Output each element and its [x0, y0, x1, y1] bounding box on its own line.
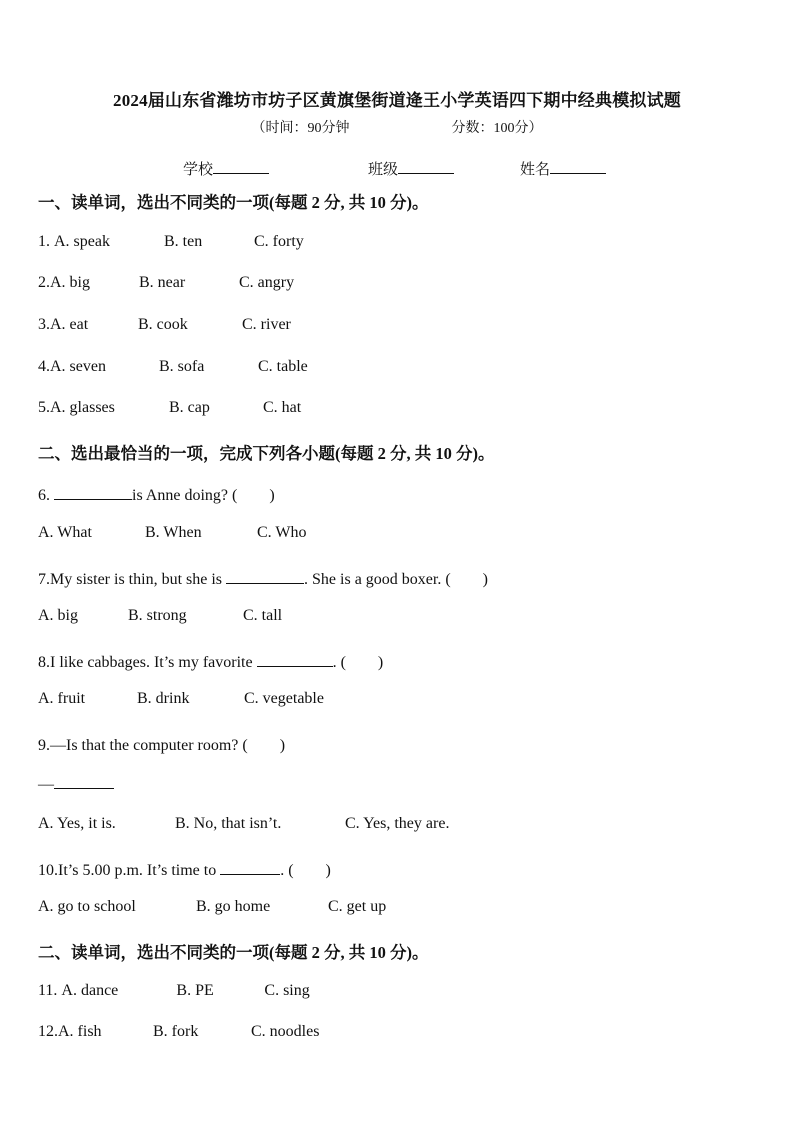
- question-number: 1.: [38, 233, 54, 250]
- answer-blank[interactable]: [257, 652, 333, 667]
- exam-score: 分数：100分）: [451, 121, 543, 136]
- name-label: 姓名: [520, 162, 551, 178]
- stem-text: 6.: [38, 487, 54, 504]
- question-9-options: [38, 815, 449, 833]
- question-4: [38, 358, 308, 376]
- option-a[interactable]: A. glasses: [50, 399, 115, 416]
- option-b[interactable]: B. cap: [169, 399, 210, 416]
- section3-heading: 二、读单词，选出不同类的一项(每题 2 分, 共 10 分)。: [38, 943, 429, 962]
- question-1: [38, 233, 304, 251]
- answer-blank[interactable]: [226, 569, 304, 584]
- answer-blank[interactable]: [220, 860, 280, 875]
- option-b[interactable]: B. cook: [138, 316, 188, 333]
- question-7-stem: [38, 566, 488, 589]
- question-5: [38, 399, 301, 417]
- class-blank[interactable]: [398, 159, 454, 174]
- exam-title: 2024届山东省潍坊市坊子区黄旗堡街道逄王小学英语四下期中经典模拟试题: [113, 91, 681, 110]
- question-9-stem: 9.—Is that the computer room? ( ): [38, 737, 286, 754]
- option-c[interactable]: C. Yes, they are.: [345, 815, 450, 832]
- answer-blank[interactable]: [54, 485, 132, 500]
- option-c[interactable]: C. noodles: [251, 1023, 320, 1040]
- option-a[interactable]: A. fish: [58, 1023, 102, 1040]
- option-c[interactable]: C. vegetable: [244, 690, 324, 707]
- section2-heading: 二、选出最恰当的一项，完成下列各小题(每题 2 分, 共 10 分)。: [38, 444, 495, 463]
- question-number: 5.: [38, 399, 50, 416]
- option-a[interactable]: A. seven: [50, 358, 106, 375]
- question-11: [38, 982, 310, 1000]
- option-c[interactable]: C. table: [258, 358, 308, 375]
- question-7-options: [38, 607, 282, 625]
- name-field[interactable]: [520, 158, 606, 179]
- option-b[interactable]: B. drink: [137, 690, 190, 707]
- question-12: [38, 1023, 319, 1041]
- dash-text: —: [38, 776, 54, 793]
- option-c[interactable]: C. angry: [239, 274, 295, 291]
- option-a[interactable]: A. big: [38, 607, 78, 624]
- stem-text: 8.I like cabbages. It’s my favorite: [38, 654, 257, 671]
- question-2: [38, 274, 294, 292]
- option-b[interactable]: B. ten: [164, 233, 203, 250]
- option-b[interactable]: B. near: [139, 274, 186, 291]
- stem-text: 7.My sister is thin, but she is: [38, 571, 227, 588]
- stem-text: is Anne doing? ( ): [132, 487, 275, 504]
- question-number: 2.: [38, 274, 50, 291]
- question-8-options: [38, 690, 324, 708]
- class-label: 班级: [368, 162, 399, 178]
- option-b[interactable]: B. PE: [176, 982, 214, 999]
- stem-text: . She is a good boxer. ( ): [304, 571, 488, 588]
- question-10-stem: [38, 857, 331, 880]
- option-c[interactable]: C. hat: [263, 399, 302, 416]
- option-b[interactable]: B. strong: [128, 607, 187, 624]
- option-a[interactable]: A. big: [50, 274, 90, 291]
- section1-heading: 一、读单词，选出不同类的一项(每题 2 分, 共 10 分)。: [38, 193, 429, 212]
- option-a[interactable]: A. eat: [50, 316, 89, 333]
- question-3: [38, 316, 291, 334]
- option-a[interactable]: A. go to school: [38, 898, 136, 915]
- class-field[interactable]: [368, 158, 454, 179]
- option-b[interactable]: B. sofa: [159, 358, 205, 375]
- option-a[interactable]: A. speak: [54, 233, 110, 250]
- option-c[interactable]: C. tall: [243, 607, 283, 624]
- option-c[interactable]: C. forty: [254, 233, 304, 250]
- question-9-answer-line: [38, 774, 114, 794]
- option-c[interactable]: C. get up: [328, 898, 387, 915]
- option-b[interactable]: B. No, that isn’t.: [175, 815, 282, 832]
- option-b[interactable]: B. When: [145, 524, 202, 541]
- option-a[interactable]: A. dance: [61, 982, 119, 999]
- stem-text: . ( ): [280, 862, 331, 879]
- exam-subtitle: [0, 117, 794, 137]
- question-6-options: [38, 524, 306, 542]
- school-field[interactable]: [183, 158, 269, 179]
- option-b[interactable]: B. fork: [153, 1023, 199, 1040]
- option-c[interactable]: C. river: [242, 316, 291, 333]
- question-8-stem: [38, 649, 383, 672]
- question-number: 12.: [38, 1023, 58, 1040]
- question-number: 11.: [38, 982, 62, 999]
- question-number: 4.: [38, 358, 50, 375]
- option-b[interactable]: B. go home: [196, 898, 271, 915]
- option-a[interactable]: A. Yes, it is.: [38, 815, 116, 832]
- option-a[interactable]: A. fruit: [38, 690, 86, 707]
- question-number: 3.: [38, 316, 50, 333]
- option-a[interactable]: A. What: [38, 524, 92, 541]
- stem-text: 10.It’s 5.00 p.m. It’s time to: [38, 862, 221, 879]
- answer-blank[interactable]: [54, 774, 114, 789]
- option-c[interactable]: C. Who: [257, 524, 307, 541]
- question-10-options: [38, 898, 386, 916]
- name-blank[interactable]: [550, 159, 606, 174]
- option-c[interactable]: C. sing: [264, 982, 310, 999]
- school-label: 学校: [183, 162, 214, 178]
- exam-time: （时间：90分钟: [251, 121, 350, 136]
- question-6-stem: [38, 482, 275, 505]
- stem-text: . ( ): [332, 654, 384, 671]
- school-blank[interactable]: [213, 159, 269, 174]
